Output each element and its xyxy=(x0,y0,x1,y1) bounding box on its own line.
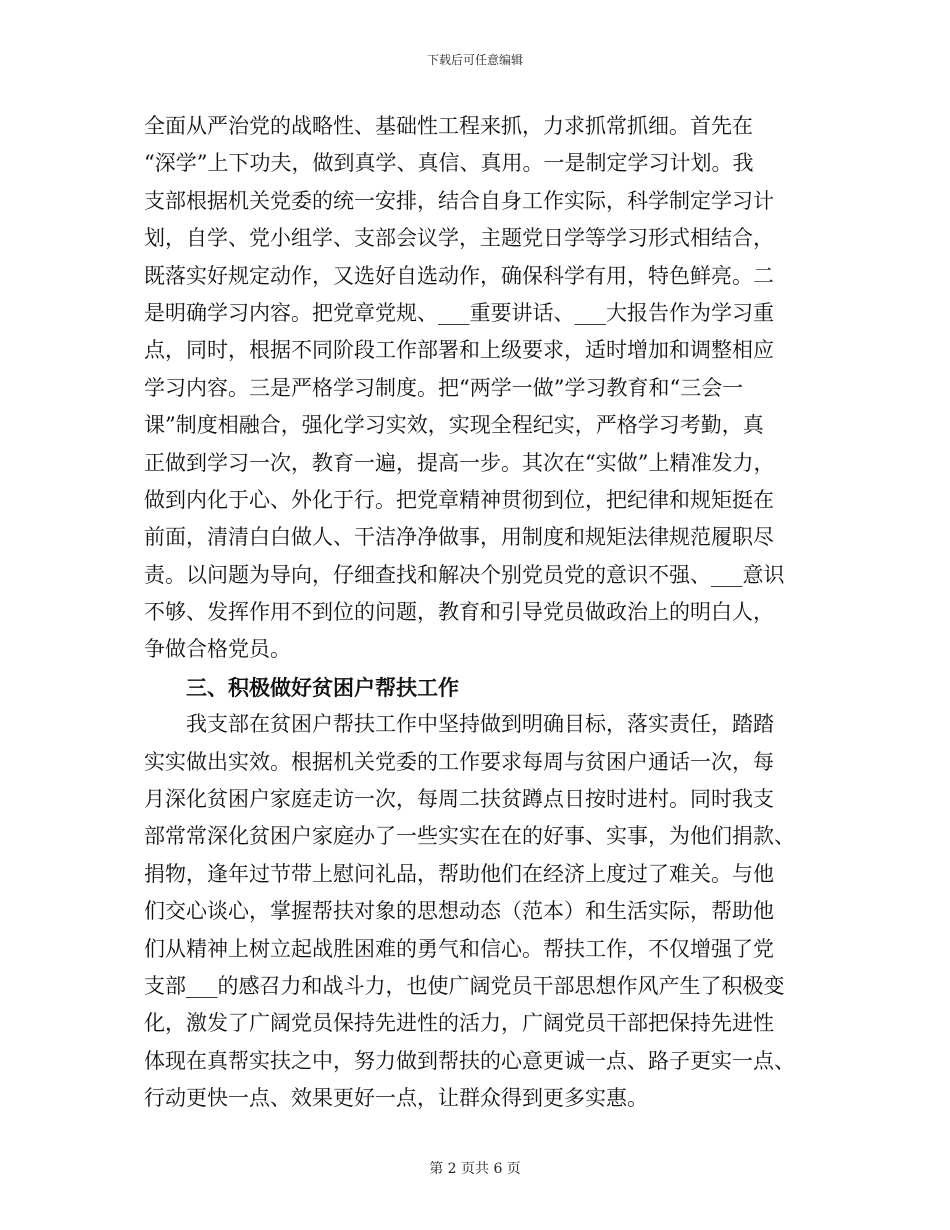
text-line: 行动更快一点、效果更好一点，让群众得到更多实惠。 xyxy=(144,1086,648,1111)
text-line: 正做到学习一次，教育一遍，提高一步。其次在“实做”上精准发力， xyxy=(144,450,775,475)
text-line: 划，自学、党小组学、支部会议学，主题党日学等学习形式相结合， xyxy=(144,226,774,251)
page-header: 下载后可任意编辑 xyxy=(426,53,523,67)
text-line: 体现在真帮实扶之中，努力做到帮扶的心意更诚一点、路子更实一点、 xyxy=(144,1048,795,1073)
text-line: 做到内化于心、外化于行。把党章精神贯彻到位，把纪律和规矩挺在 xyxy=(144,487,774,512)
text-line: 不够、发挥作用不到位的问题，教育和引导党员做政治上的明白人， xyxy=(144,600,774,625)
page-number: 第 2 页共 6 页 xyxy=(429,1161,521,1177)
text-line: 学习内容。三是严格学习制度。把“两学一做”学习教育和“三会一 xyxy=(144,375,744,400)
text-line: 月深化贫困户家庭走访一次，每周二扶贫蹲点日按时进村。同时我支 xyxy=(144,787,774,812)
text-line: 全面从严治党的战略性、基础性工程来抓，力求抓常抓细。首先在 xyxy=(144,114,753,138)
text-line: 前面，清清白白做人、干洁净净做事，用制度和规矩法律规范履职尽 xyxy=(144,525,774,550)
section-heading: 三、积极做好贫困户帮扶工作 xyxy=(186,674,459,700)
text-line: “深学”上下功夫，做到真学、真信、真用。一是制定学习计划。我 xyxy=(144,151,754,176)
text-line: 们交心谈心，掌握帮扶对象的思想动态（范本）和生活实际，帮助他 xyxy=(144,899,774,924)
text-line: 支部根据机关党委的统一安排，结合自身工作实际，科学制定学习计 xyxy=(144,188,774,213)
text-line: 部常常深化贫困户家庭办了一些实实在在的好事、实事，为他们捐款、 xyxy=(144,824,795,849)
text-line: 责。以问题为导向，仔细查找和解决个别党员党的意识不强、___意识 xyxy=(144,562,785,587)
text-line: 我支部在贫困户帮扶工作中坚持做到明确目标，落实责任，踏踏 xyxy=(186,712,774,737)
text-line: 实实做出实效。根据机关党委的工作要求每周与贫困户通话一次，每 xyxy=(144,749,774,774)
text-line: 既落实好规定动作，又选好自选动作，确保科学有用，特色鲜亮。二 xyxy=(144,263,774,288)
text-line: 争做合格党员。 xyxy=(144,637,291,662)
text-line: 课”制度相融合，强化学习实效，实现全程纪实，严格学习考勤，真 xyxy=(144,413,764,438)
text-line: 捐物，逢年过节带上慰问礼品，帮助他们在经济上度过了难关。与他 xyxy=(144,861,774,886)
document-body xyxy=(144,108,800,1118)
text-line: 们从精神上树立起战胜困难的勇气和信心。帮扶工作，不仅增强了党 xyxy=(144,936,774,961)
text-line: 是明确学习内容。把党章党规、___重要讲话、___大报告作为学习重 xyxy=(144,300,774,325)
text-line: 点，同时，根据不同阶段工作部署和上级要求，适时增加和调整相应 xyxy=(144,338,774,363)
text-line: 化，激发了广阔党员保持先进性的活力，广阔党员干部把保持先进性 xyxy=(144,1011,774,1036)
text-line: 支部___的感召力和战斗力，也使广阔党员干部思想作风产生了积极变 xyxy=(144,973,785,998)
